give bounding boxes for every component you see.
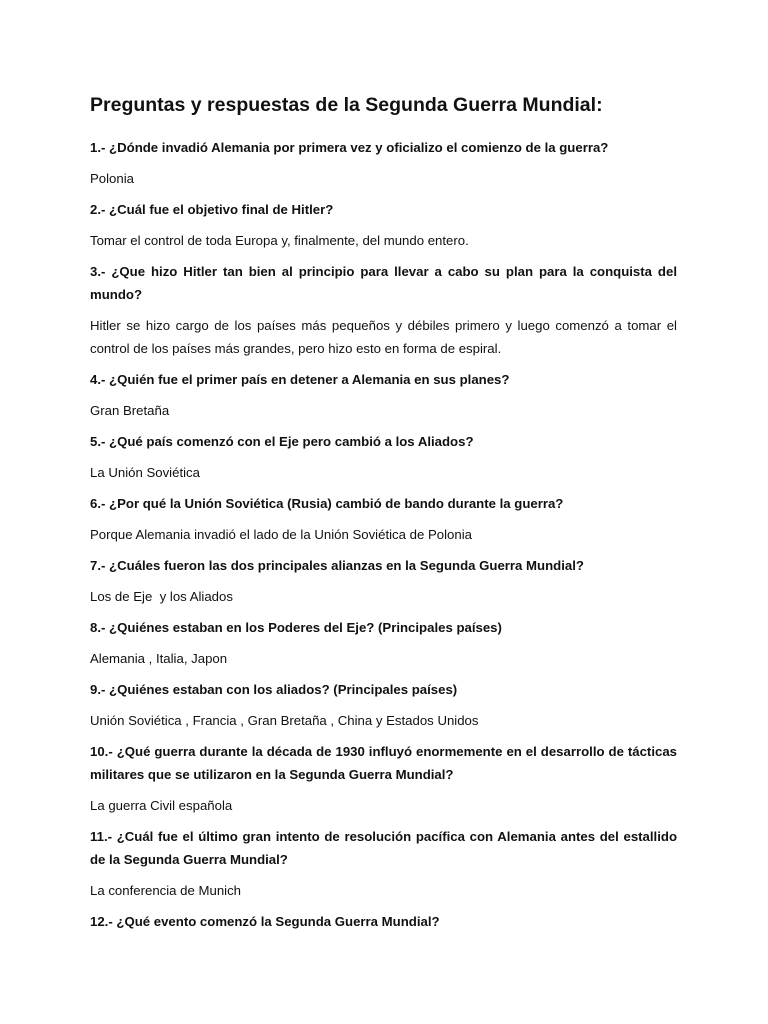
question-3: 3.- ¿Que hizo Hitler tan bien al principio para llevar a cabo su plan para la conquista del mundo?: [90, 264, 677, 302]
answer-11: La conferencia de Munich: [90, 883, 242, 898]
answer-2: Tomar el control de toda Europa y, finalmente, del mundo entero.: [90, 233, 469, 248]
question-9: 9.- ¿Quiénes estaban con los aliados? (Principales países): [90, 682, 458, 697]
answer-3: Hitler se hizo cargo de los países más pequeños y débiles primero y luego comenzó a tomar el control de los países más grandes, pero hizo esto en forma de espiral.: [90, 318, 677, 356]
question-11: 11.- ¿Cuál fue el último gran intento de resolución pacífica con Alemania antes del estallido de la Segunda Guerra Mundial?: [90, 829, 677, 867]
question-6: 6.- ¿Por qué la Unión Soviética (Rusia) cambió de bando durante la guerra?: [90, 496, 564, 511]
question-4: 4.- ¿Quién fue el primer país en detener a Alemania en sus planes?: [90, 372, 510, 387]
answer-9: Unión Soviética , Francia , Gran Bretaña , China y Estados Unidos: [90, 713, 479, 728]
qa-item-8: [90, 616, 677, 678]
qa-item-3: [90, 260, 677, 368]
qa-item-11: [90, 825, 677, 910]
qa-item-10: [90, 740, 677, 825]
qa-item-6: [90, 492, 677, 554]
question-10: 10.- ¿Qué guerra durante la década de 1930 influyó enormemente en el desarrollo de tácticas militares que se utilizaron en la Segunda Guerra Mundial?: [90, 744, 677, 782]
answer-5: La Unión Soviética: [90, 465, 200, 480]
question-7: 7.- ¿Cuáles fueron las dos principales alianzas en la Segunda Guerra Mundial?: [90, 558, 584, 573]
question-1: 1.- ¿Dónde invadió Alemania por primera vez y oficializo el comienzo de la guerra?: [90, 140, 609, 155]
qa-item-9: [90, 678, 677, 740]
answer-10: La guerra Civil española: [90, 798, 233, 813]
qa-item-5: [90, 430, 677, 492]
qa-item-2: [90, 198, 677, 260]
qa-item-4: [90, 368, 677, 430]
answer-4: Gran Bretaña: [90, 403, 170, 418]
answer-1: Polonia: [90, 171, 134, 186]
answer-7: Los de Eje y los Aliados: [90, 589, 233, 604]
qa-item-7: [90, 554, 677, 616]
question-12: 12.- ¿Qué evento comenzó la Segunda Guerra Mundial?: [90, 914, 440, 929]
document-page: [90, 92, 677, 933]
question-2: 2.- ¿Cuál fue el objetivo final de Hitler?: [90, 202, 334, 217]
qa-item-12: [90, 910, 677, 933]
question-8: 8.- ¿Quiénes estaban en los Poderes del Eje? (Principales países): [90, 620, 502, 635]
answer-8: Alemania , Italia, Japon: [90, 651, 228, 666]
answer-6: Porque Alemania invadió el lado de la Unión Soviética de Polonia: [90, 527, 472, 542]
document-title: Preguntas y respuestas de la Segunda Guerra Mundial:: [90, 94, 603, 116]
qa-item-1: [90, 136, 677, 198]
question-5: 5.- ¿Qué país comenzó con el Eje pero cambió a los Aliados?: [90, 434, 474, 449]
